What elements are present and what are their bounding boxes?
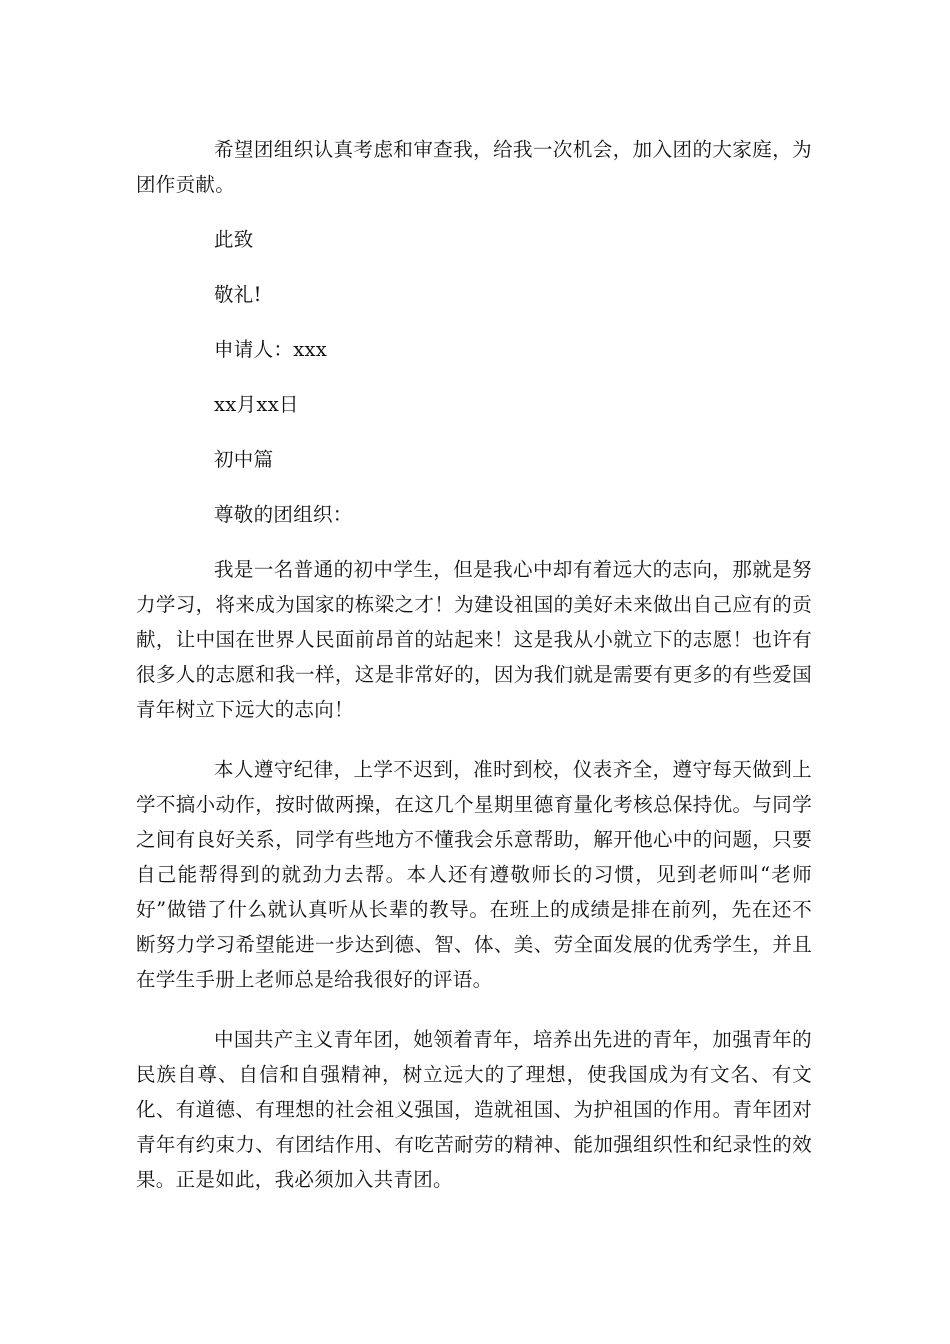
paragraph-conduct: 本人遵守纪律，上学不迟到，准时到校，仪表齐全，遵守每天做到上学不搞小动作，按时做两操，在这几个星期里德育量化考核总保持优。与同学之间有良好关系，同学有些地方不懂我会乐意帮助，解开他心中的问题，只要自己能帮得到的就劲力去帮。本人还有遵敬师长的习惯，见到老师叫“老师好”做错了什么就认真听从长辈的教导。在班上的成绩是排在前列，先在还不断努力学习希望能进一步达到德、智、体、美、劳全面发展的优秀学生，并且在学生手册上老师总是给我很好的评语。: [136, 758, 812, 991]
date-line: xx月xx日: [214, 393, 299, 416]
closing-salute: 敬礼!: [214, 283, 262, 306]
section-title: 初中篇: [214, 448, 274, 471]
paragraph-closing-request: 希望团组织认真考虑和审查我，给我一次机会，加入团的大家庭，为团作贡献。: [136, 138, 812, 196]
salutation: 尊敬的团组织：: [214, 503, 353, 526]
closing-phrase: 此致: [214, 228, 254, 251]
paragraph-aspiration: 我是一名普通的初中学生，但是我心中却有着远大的志向，那就是努力学习，将来成为国家的栋梁之才！为建设祖国的美好未来做出自己应有的贡献，让中国在世界人民面前昂首的站起来！这是我从小就立下的志愿！也许有很多人的志愿和我一样，这是非常好的，因为我们就是需要有更多的有些爱国青年树立下远大的志向！: [136, 558, 812, 721]
applicant-signature: 申请人：xxx: [214, 338, 328, 361]
document-body: [136, 132, 812, 1197]
paragraph-league-description: 中国共产主义青年团，她领着青年，培养出先进的青年，加强青年的民族自尊、自信和自强精神，树立远大的了理想，使我国成为有文名、有文化、有道德、有理想的社会祖义强国，造就祖国、为护祖国的作用。青年团对青年有约束力、有团结作用、有吃苦耐劳的精神、能加强组织性和纪录性的效果。正是如此，我必须加入共青团。: [136, 1028, 812, 1191]
